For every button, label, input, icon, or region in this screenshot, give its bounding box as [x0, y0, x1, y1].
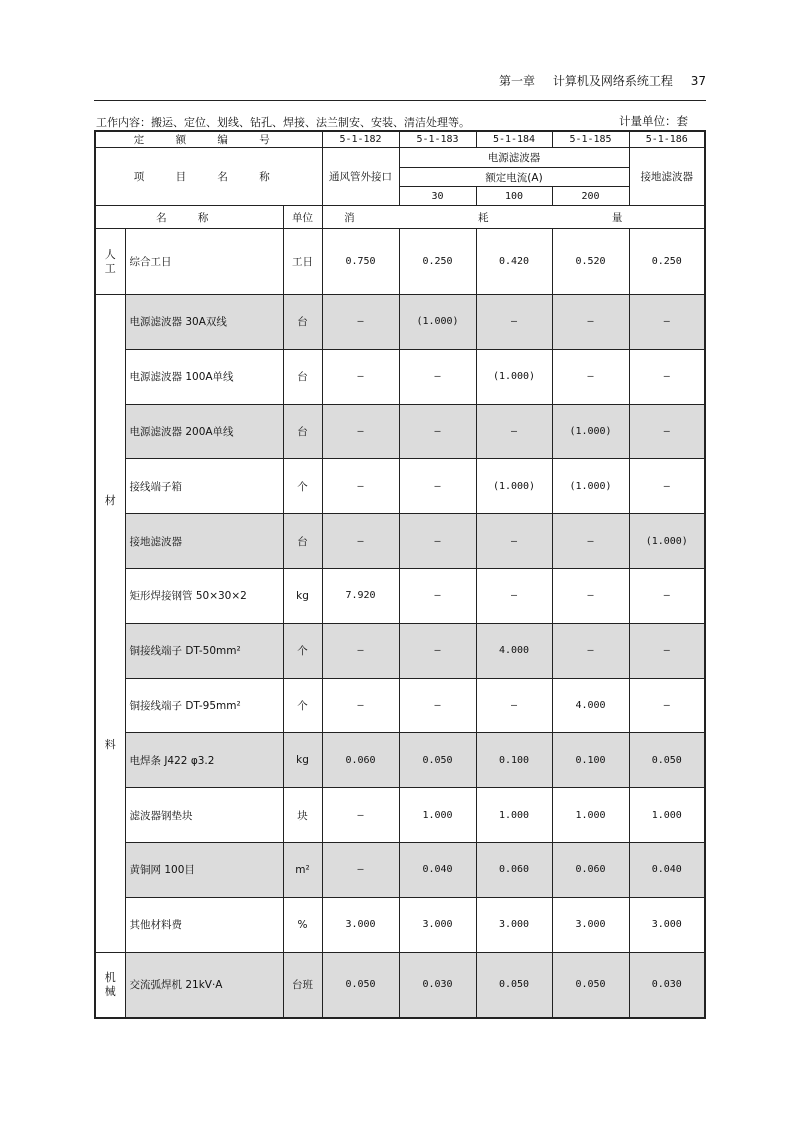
category-material-char: 材	[104, 494, 116, 508]
category-material-char: 料	[104, 738, 116, 752]
value-cell: 0.250	[399, 229, 476, 295]
table-row	[95, 229, 705, 295]
value-cell: 1.000	[629, 788, 705, 843]
value-cell: —	[399, 623, 476, 678]
value-cell: —	[476, 404, 552, 459]
value-cell: —	[552, 623, 629, 678]
value-cell: 0.750	[322, 229, 399, 295]
item-name: 接线端子箱	[125, 459, 283, 514]
code-cell: 5-1-182	[322, 131, 399, 148]
value-cell: 3.000	[476, 897, 552, 952]
value-cell: 7.920	[322, 568, 399, 623]
category-machine-char: 械	[104, 984, 116, 998]
value-cell: —	[322, 404, 399, 459]
item-unit: 个	[283, 678, 322, 733]
item-unit: 块	[283, 788, 322, 843]
value-cell: —	[322, 459, 399, 514]
item-name: 电源滤波器 100A单线	[125, 349, 283, 404]
table-row	[95, 349, 705, 404]
value-cell: —	[629, 568, 705, 623]
project-name-label: 项 目 名 称	[95, 148, 322, 206]
table-row	[95, 678, 705, 733]
filter-group-header: 电源滤波器	[399, 148, 629, 168]
item-name: 电焊条 J422 φ3.2	[125, 733, 283, 788]
value-cell: —	[629, 459, 705, 514]
value-cell: —	[476, 514, 552, 569]
value-cell: 0.040	[629, 842, 705, 897]
name-column-header: 名 称	[95, 206, 283, 229]
value-cell: —	[322, 295, 399, 350]
table-row	[95, 952, 705, 1018]
value-cell: (1.000)	[399, 295, 476, 350]
code-cell: 5-1-184	[476, 131, 552, 148]
value-cell: —	[629, 623, 705, 678]
value-cell: 0.100	[552, 733, 629, 788]
rated-current-header: 额定电流(A)	[399, 168, 629, 187]
category-material	[95, 295, 125, 953]
item-unit: 台	[283, 404, 322, 459]
value-cell: —	[629, 678, 705, 733]
value-cell: 1.000	[552, 788, 629, 843]
value-cell: —	[399, 349, 476, 404]
item-name: 电源滤波器 200A单线	[125, 404, 283, 459]
current-cell: 30	[399, 187, 476, 206]
value-cell: —	[322, 788, 399, 843]
consumption-header: 消 耗 量	[322, 206, 705, 229]
value-cell: 4.000	[552, 678, 629, 733]
chapter-title: 计算机及网络系统工程	[552, 74, 673, 88]
item-unit: 台	[283, 349, 322, 404]
item-name: 电源滤波器 30A双线	[125, 295, 283, 350]
current-cell: 200	[552, 187, 629, 206]
category-labor-char: 人	[104, 247, 116, 261]
value-cell: 0.050	[476, 952, 552, 1018]
value-cell: —	[399, 514, 476, 569]
category-labor-char: 工	[104, 261, 116, 275]
code-cell: 5-1-183	[399, 131, 476, 148]
quota-table	[94, 130, 706, 1019]
value-cell: (1.000)	[552, 459, 629, 514]
table-row	[95, 623, 705, 678]
item-name: 矩形焊接钢管 50×30×2	[125, 568, 283, 623]
header-rule	[94, 100, 706, 101]
value-cell: (1.000)	[552, 404, 629, 459]
value-cell: —	[552, 349, 629, 404]
value-cell: —	[399, 404, 476, 459]
value-cell: —	[629, 349, 705, 404]
item-unit: 个	[283, 459, 322, 514]
page-header	[94, 72, 706, 94]
table-row	[95, 733, 705, 788]
code-cell: 5-1-186	[629, 131, 705, 148]
value-cell: —	[322, 623, 399, 678]
value-cell: (1.000)	[629, 514, 705, 569]
value-cell: —	[552, 568, 629, 623]
value-cell: 3.000	[629, 897, 705, 952]
value-cell: 4.000	[476, 623, 552, 678]
table-row	[95, 788, 705, 843]
item-name: 铜接线端子 DT-95mm²	[125, 678, 283, 733]
table-row	[95, 514, 705, 569]
page-number: 37	[690, 74, 706, 88]
ground-filter-header: 接地滤波器	[629, 148, 705, 206]
item-unit: m²	[283, 842, 322, 897]
chapter-label: 第一章	[499, 74, 536, 88]
current-cell: 100	[476, 187, 552, 206]
value-cell: 0.050	[552, 952, 629, 1018]
item-name: 黄铜网 100目	[125, 842, 283, 897]
vent-column-header: 通风管外接口	[322, 148, 399, 206]
unit-column-header: 单位	[283, 206, 322, 229]
item-name: 交流弧焊机 21kV·A	[125, 952, 283, 1018]
item-unit: 工日	[283, 229, 322, 295]
category-labor	[95, 229, 125, 295]
table-row	[95, 842, 705, 897]
value-cell: —	[629, 404, 705, 459]
table-row	[95, 568, 705, 623]
value-cell: 0.050	[399, 733, 476, 788]
unit-label: 计量单位：套	[619, 114, 688, 128]
item-unit: 台	[283, 295, 322, 350]
item-unit: kg	[283, 733, 322, 788]
value-cell: 0.030	[629, 952, 705, 1018]
value-cell: —	[552, 295, 629, 350]
item-name: 铜接线端子 DT-50mm²	[125, 623, 283, 678]
value-cell: 0.060	[552, 842, 629, 897]
value-cell: 3.000	[552, 897, 629, 952]
value-cell: —	[552, 514, 629, 569]
value-cell: 0.100	[476, 733, 552, 788]
value-cell: —	[399, 678, 476, 733]
table-row	[95, 897, 705, 952]
item-name: 综合工日	[125, 229, 283, 295]
value-cell: —	[322, 514, 399, 569]
value-cell: —	[476, 295, 552, 350]
item-unit: 台	[283, 514, 322, 569]
value-cell: —	[322, 349, 399, 404]
work-content: 工作内容：搬运、定位、划线、钻孔、焊接、法兰制安、安装、清洁处理等。	[96, 116, 470, 129]
value-cell: 0.050	[629, 733, 705, 788]
quota-code-label: 定 额 编 号	[95, 131, 322, 148]
category-machine-char: 机	[104, 970, 116, 984]
value-cell: 3.000	[322, 897, 399, 952]
item-unit: 个	[283, 623, 322, 678]
value-cell: 3.000	[399, 897, 476, 952]
value-cell: 0.050	[322, 952, 399, 1018]
value-cell: 0.250	[629, 229, 705, 295]
item-name: 滤波器钢垫块	[125, 788, 283, 843]
value-cell: 0.420	[476, 229, 552, 295]
value-cell: (1.000)	[476, 459, 552, 514]
table-row	[95, 459, 705, 514]
value-cell: —	[399, 568, 476, 623]
item-name: 其他材料费	[125, 897, 283, 952]
item-unit: 台班	[283, 952, 322, 1018]
value-cell: —	[322, 842, 399, 897]
item-unit: %	[283, 897, 322, 952]
table-row	[95, 404, 705, 459]
category-machine	[95, 952, 125, 1018]
value-cell: —	[322, 678, 399, 733]
table-row	[95, 295, 705, 350]
value-cell: 0.040	[399, 842, 476, 897]
value-cell: 0.520	[552, 229, 629, 295]
value-cell: —	[399, 459, 476, 514]
value-cell: —	[476, 568, 552, 623]
value-cell: 0.060	[476, 842, 552, 897]
value-cell: 1.000	[399, 788, 476, 843]
item-name: 接地滤波器	[125, 514, 283, 569]
code-cell: 5-1-185	[552, 131, 629, 148]
item-unit: kg	[283, 568, 322, 623]
value-cell: 0.060	[322, 733, 399, 788]
value-cell: 1.000	[476, 788, 552, 843]
value-cell: —	[629, 295, 705, 350]
value-cell: 0.030	[399, 952, 476, 1018]
value-cell: (1.000)	[476, 349, 552, 404]
value-cell: —	[476, 678, 552, 733]
